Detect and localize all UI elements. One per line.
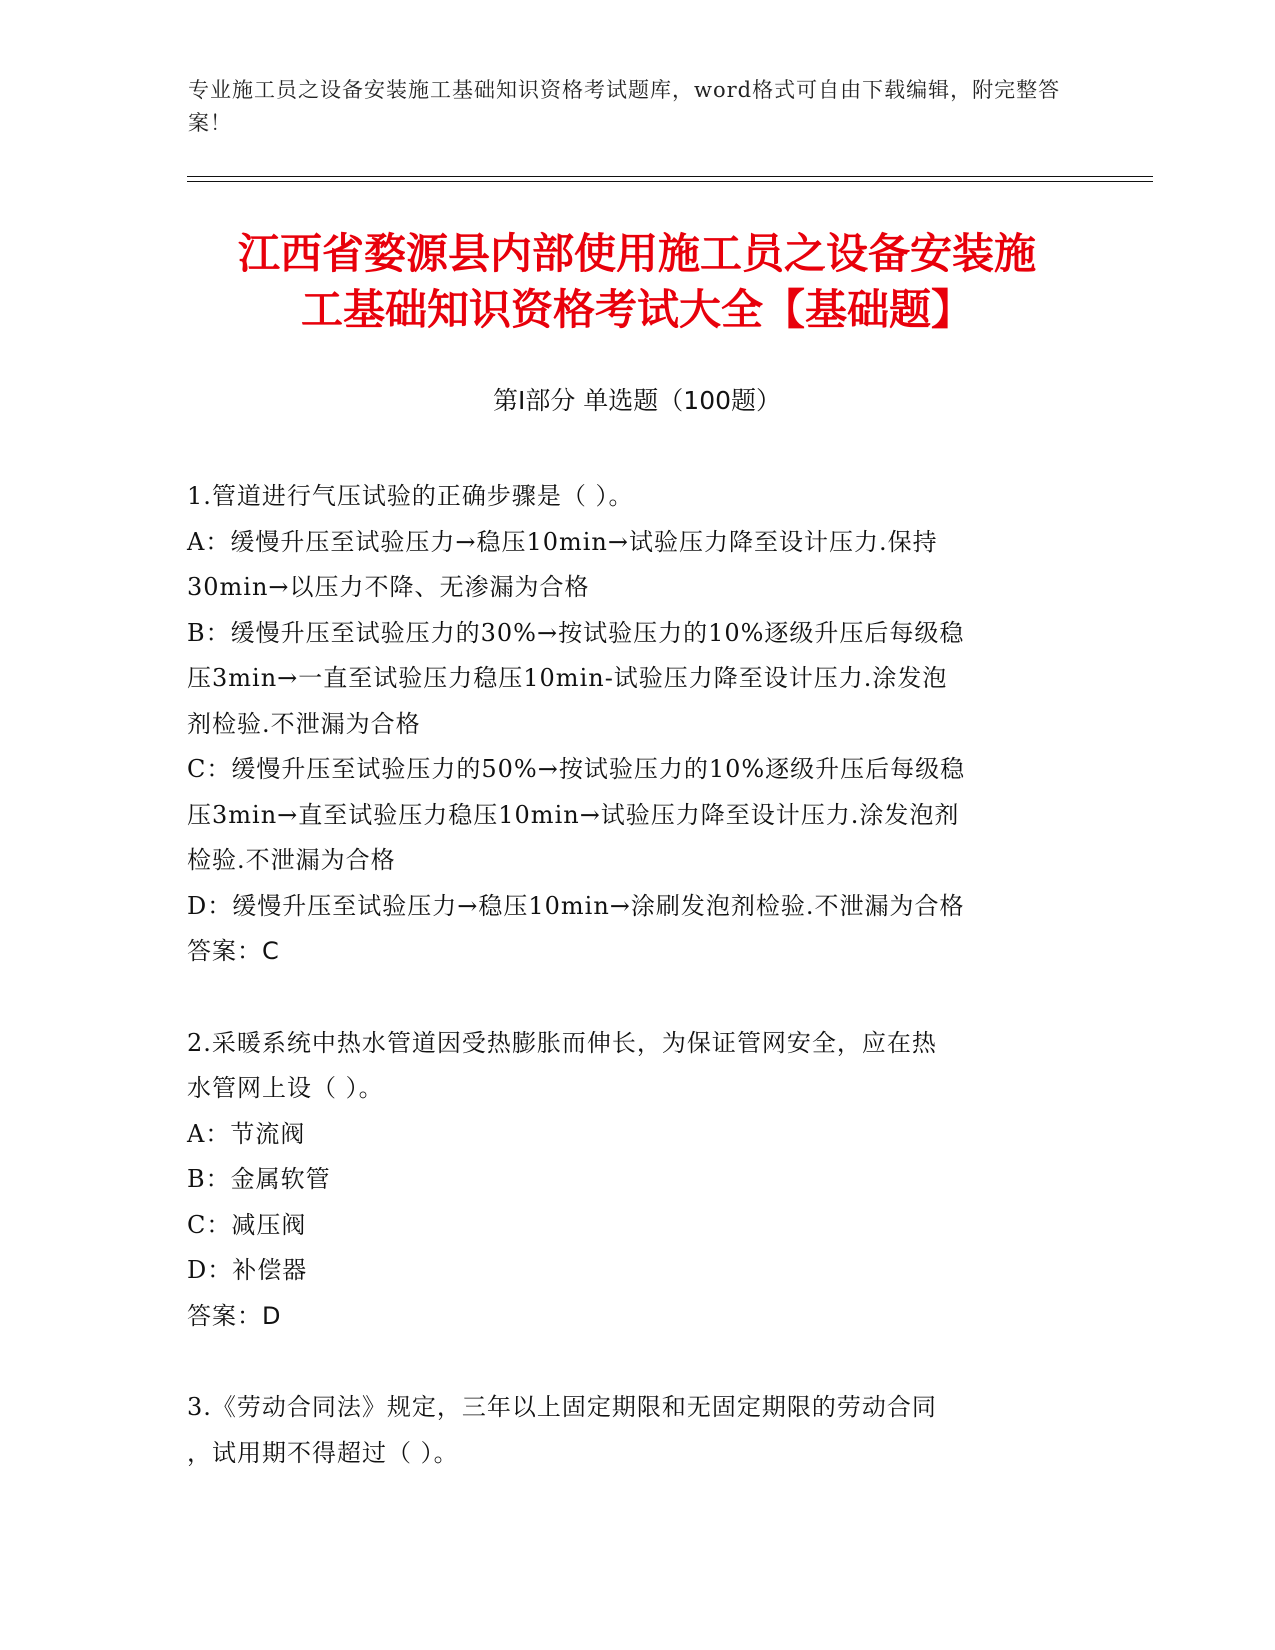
question-stem: 2.采暖系统中热水管道因受热膨胀而伸长，为保证管网安全，应在热 [187, 1028, 937, 1057]
option-d: D：缓慢升压至试验压力→稳压10min→涂刷发泡剂检验.不泄漏为合格 [187, 891, 965, 920]
question-2 [187, 1021, 1087, 1340]
option-a: A：节流阀 [187, 1119, 306, 1148]
document-title-line-2: 工基础知识资格考试大全【基础题】 [300, 285, 973, 334]
answer-line: 答案：C [187, 937, 280, 965]
option-a: A：缓慢升压至试验压力→稳压10min→试验压力降至设计压力.保持 [187, 527, 938, 556]
option-b-continued: 压3min→一直至试验压力稳压10min-试验压力降至设计压力.涂发泡 [187, 664, 948, 692]
option-c: C：减压阀 [187, 1210, 307, 1239]
question-list [187, 474, 1087, 1522]
header-rule-bottom [187, 181, 1153, 182]
option-c-continued: 压3min→直至试验压力稳压10min→试验压力降至设计压力.涂发泡剂 [187, 800, 960, 829]
option-c-continued: 检验.不泄漏为合格 [187, 846, 396, 874]
question-stem-continued: 水管网上设（ ）。 [187, 1074, 384, 1102]
question-stem-continued: ，试用期不得超过（ ）。 [187, 1438, 459, 1467]
option-d: D：补偿器 [187, 1256, 308, 1284]
header-note: 专业施工员之设备安装施工基础知识资格考试题库，word格式可自由下载编辑，附完整答案！ [188, 78, 1061, 135]
option-b-continued: 剂检验.不泄漏为合格 [187, 709, 421, 738]
question-stem: 3.《劳动合同法》规定，三年以上固定期限和无固定期限的劳动合同 [187, 1393, 937, 1421]
answer-line: 答案：D [187, 1301, 282, 1330]
option-b: B：缓慢升压至试验压力的30%→按试验压力的10%逐级升压后每级稳 [187, 618, 965, 647]
document-title-line-1: 江西省婺源县内部使用施工员之设备安装施 [237, 229, 1036, 278]
document-title [187, 226, 1087, 338]
option-a-continued: 30min→以压力不降、无渗漏为合格 [187, 573, 590, 601]
option-c: C：缓慢升压至试验压力的50%→按试验压力的10%逐级升压后每级稳 [187, 755, 966, 783]
question-stem: 1.管道进行气压试验的正确步骤是（ ）。 [187, 482, 634, 510]
option-b: B：金属软管 [187, 1165, 331, 1193]
header-rule-top [187, 176, 1153, 177]
question-3 [187, 1385, 1087, 1476]
question-1 [187, 474, 1087, 975]
section-heading: 第Ⅰ部分 单选题（100题） [492, 386, 782, 415]
